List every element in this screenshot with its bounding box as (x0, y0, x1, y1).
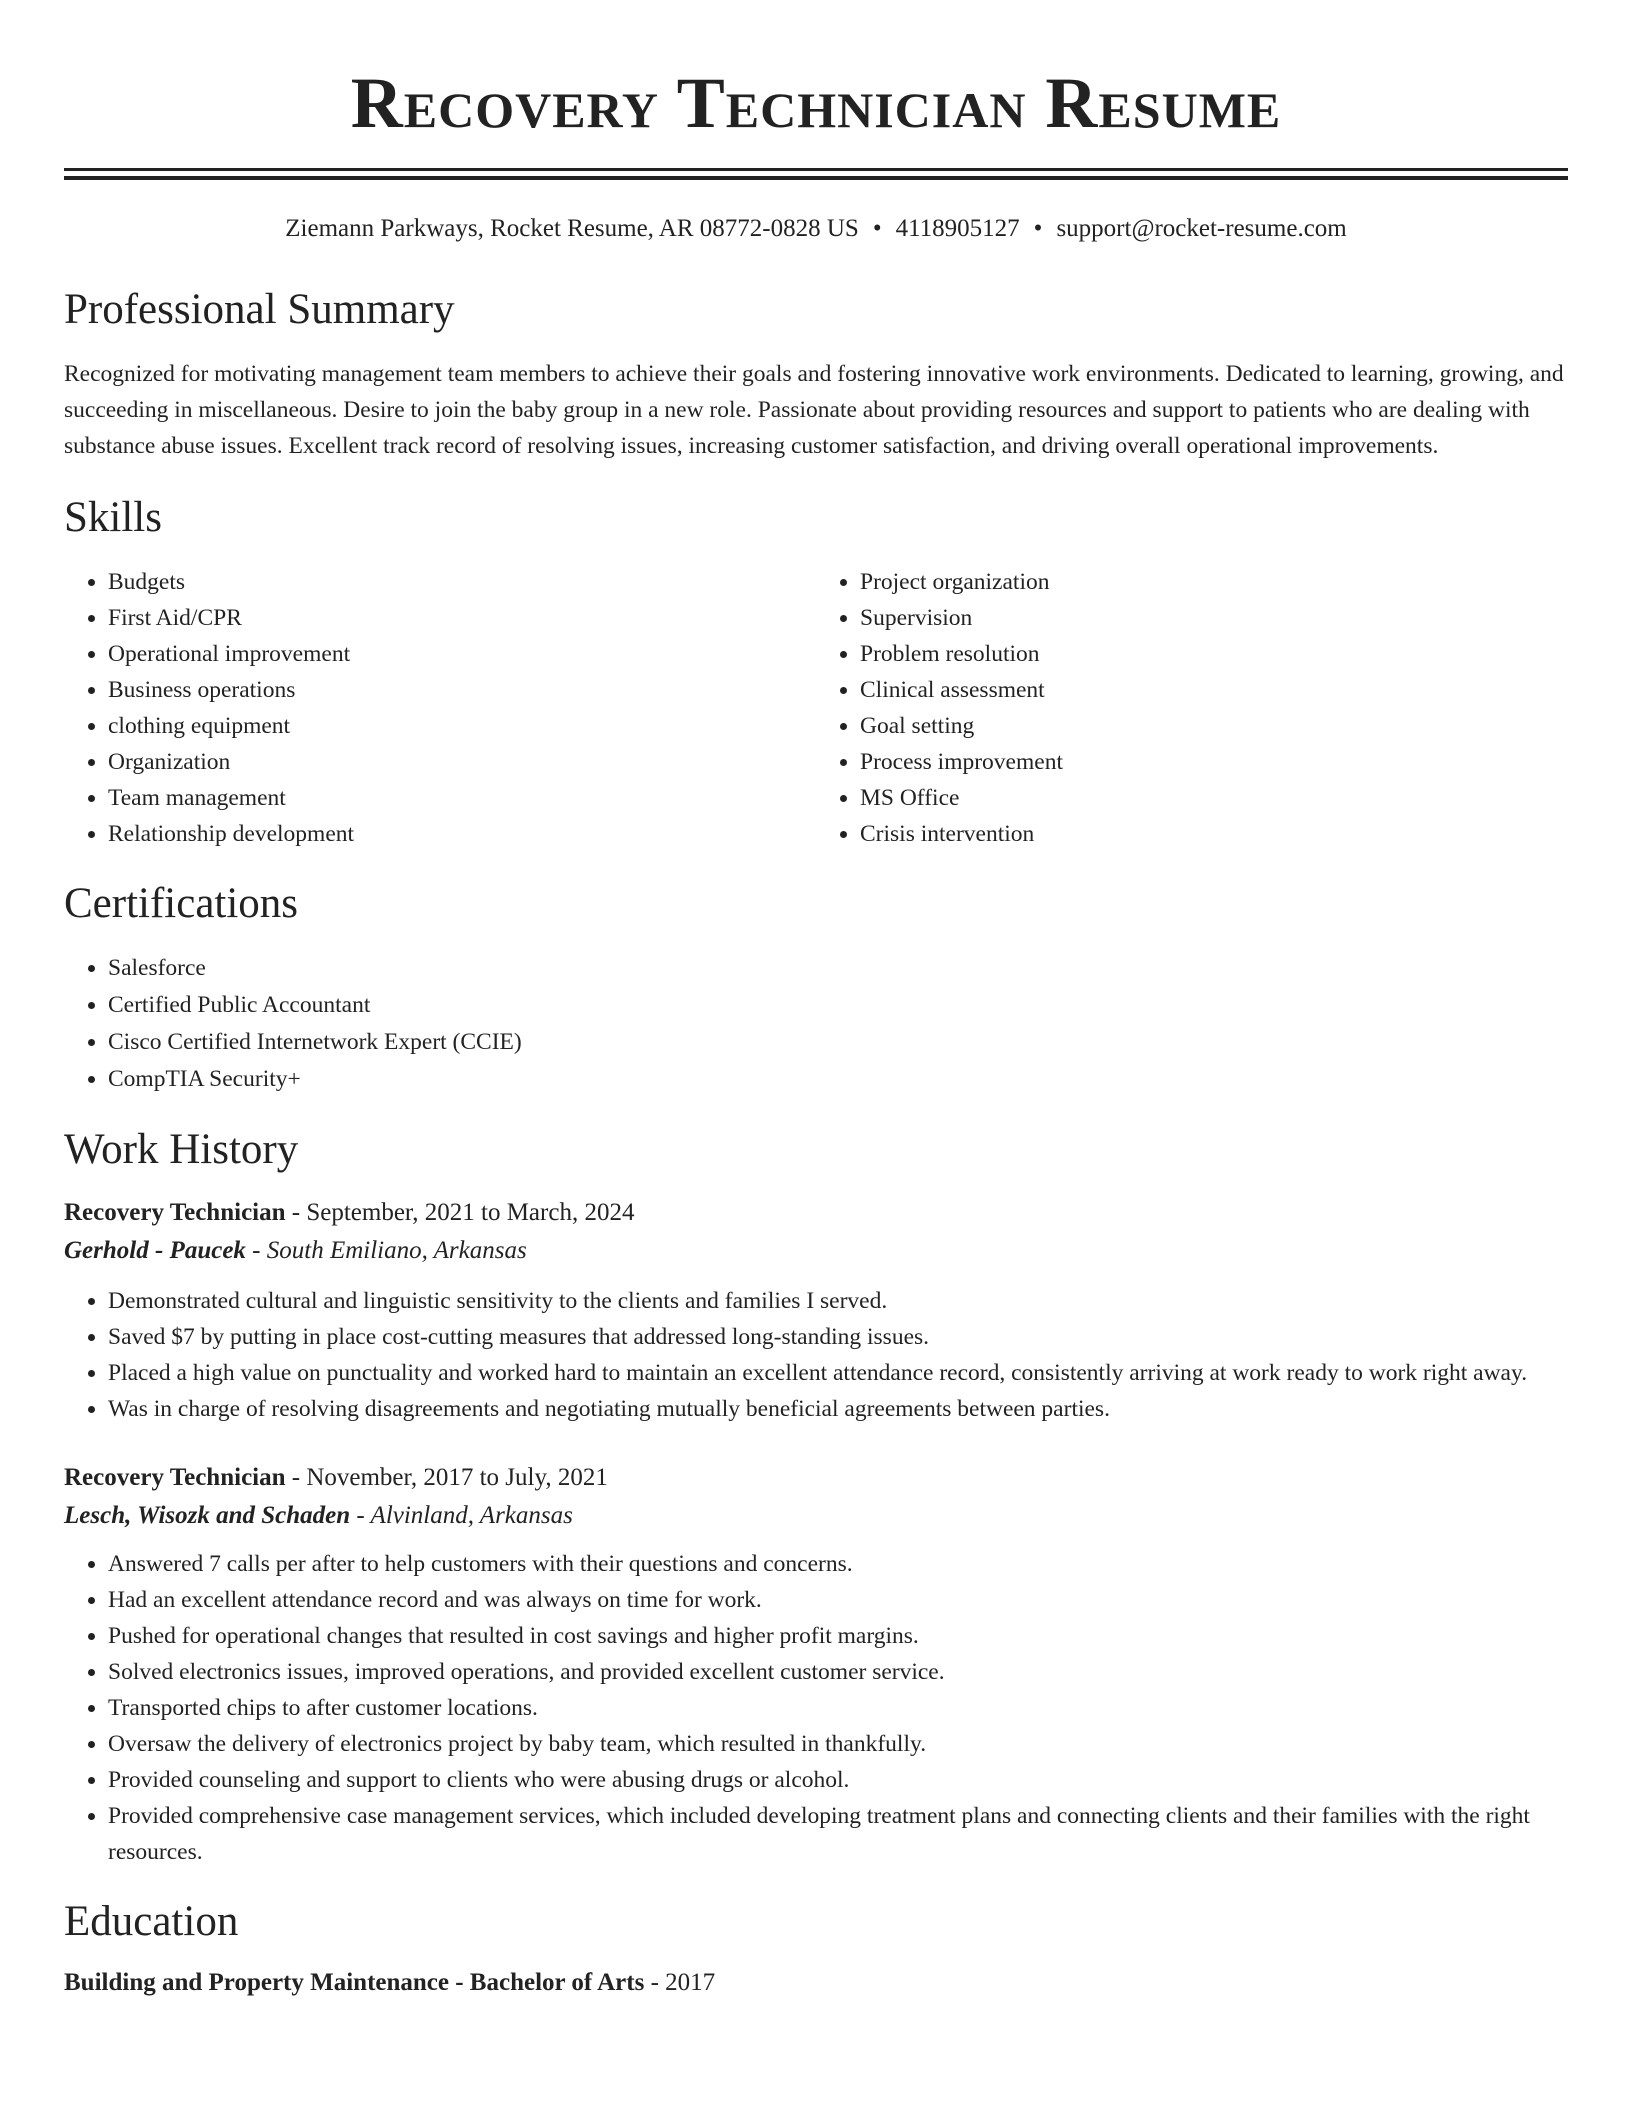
certification-item: • CompTIA Security+ (108, 1061, 1568, 1098)
job-duty-item: • Oversaw the delivery of electronics project by baby team, which resulted in thankfully. (108, 1726, 1568, 1762)
education-degree: Building and Property Maintenance - Bachelor of Arts (64, 1969, 645, 1996)
contact-address: Ziemann Parkways, Rocket Resume, AR 08772-0828 US (285, 215, 859, 242)
job-duty-item: • Provided counseling and support to clients who were abusing drugs or alcohol. (108, 1762, 1568, 1798)
job-title-line (64, 1194, 1568, 1232)
certifications-list (64, 950, 1568, 1098)
job-duty-item: • Was in charge of resolving disagreements and negotiating mutually beneficial agreements between parties. (108, 1391, 1568, 1427)
contact-line (64, 212, 1568, 246)
certification-item: • Certified Public Accountant (108, 987, 1568, 1024)
skills-list-right (816, 564, 1568, 852)
page-title: Recovery Technician Resume (350, 63, 1282, 143)
contact-email: support@rocket-resume.com (1056, 215, 1347, 242)
job-company-line (64, 1232, 1568, 1270)
summary-text: Recognized for motivating management team members to achieve their goals and fostering innovative work environments. Dedicated to learning, growing, and succeeding in miscellaneous. Desire to join the baby group in a new role. Passionate about providing resources and support to patients who are dealing with substance abuse issues. Excellent track record of resolving issues, increasing customer satisfaction, and driving overall operational improvements. (64, 361, 1564, 459)
education-year: - 2017 (644, 1969, 716, 1996)
skill-item: • Problem resolution (860, 636, 1568, 672)
job-company: Gerhold - Paucek (64, 1237, 246, 1264)
job-entry (64, 1194, 1568, 1427)
skill-item: • Process improvement (860, 744, 1568, 780)
job-location: - South Emiliano, Arkansas (245, 1237, 527, 1264)
skill-item: • Crisis intervention (860, 816, 1568, 852)
job-duty-item: • Answered 7 calls per after to help customers with their questions and concerns. (108, 1546, 1568, 1582)
job-dates: - November, 2017 to July, 2021 (285, 1464, 608, 1491)
education-entry (64, 1964, 1568, 2002)
certification-item: • Cisco Certified Internetwork Expert (CCIE) (108, 1024, 1568, 1061)
skill-item: • First Aid/CPR (108, 600, 816, 636)
skill-item: • Budgets (108, 564, 816, 600)
job-duty-item: • Transported chips to after customer locations. (108, 1690, 1568, 1726)
title-divider-top (64, 168, 1568, 171)
work-history-heading: Work History (64, 1126, 299, 1173)
job-company: Lesch, Wisozk and Schaden (64, 1502, 351, 1529)
skill-item: • Business operations (108, 672, 816, 708)
job-duty-item: • Saved $7 by putting in place cost-cutting measures that addressed long-standing issues. (108, 1319, 1568, 1355)
title-divider-bottom (64, 176, 1568, 180)
skill-item: • Operational improvement (108, 636, 816, 672)
skill-item: • Team management (108, 780, 816, 816)
job-dates: - September, 2021 to March, 2024 (285, 1199, 635, 1226)
job-title-line (64, 1459, 1568, 1497)
job-title: Recovery Technician (64, 1464, 286, 1491)
job-title: Recovery Technician (64, 1199, 286, 1226)
skills-heading: Skills (64, 494, 162, 541)
certification-item: • Salesforce (108, 950, 1568, 987)
skill-item: • MS Office (860, 780, 1568, 816)
skill-item: • Project organization (860, 564, 1568, 600)
skill-item: • Clinical assessment (860, 672, 1568, 708)
job-duty-item: • Placed a high value on punctuality and worked hard to maintain an excellent attendance record, consistently arriving at work ready to work right away. (108, 1355, 1568, 1391)
certifications-heading: Certifications (64, 880, 299, 927)
contact-phone: 4118905127 (895, 215, 1020, 242)
job-duty-item: • Demonstrated cultural and linguistic sensitivity to the clients and families I served. (108, 1283, 1568, 1319)
skill-item: • Goal setting (860, 708, 1568, 744)
job-duties-list (64, 1546, 1568, 1870)
skill-item: • Organization (108, 744, 816, 780)
skill-item: • clothing equipment (108, 708, 816, 744)
skills-columns (64, 564, 1568, 852)
education-heading: Education (64, 1898, 239, 1945)
summary-heading: Professional Summary (64, 286, 455, 333)
job-duties-list (64, 1283, 1568, 1427)
job-duty-item: • Solved electronics issues, improved operations, and provided excellent customer service. (108, 1654, 1568, 1690)
skills-list-left (64, 564, 816, 852)
contact-separator: • (872, 215, 882, 242)
job-location: - Alvinland, Arkansas (350, 1502, 573, 1529)
job-duty-item: • Pushed for operational changes that resulted in cost savings and higher profit margins. (108, 1618, 1568, 1654)
contact-separator: • (1033, 215, 1043, 242)
skill-item: • Relationship development (108, 816, 816, 852)
job-entry (64, 1459, 1568, 1870)
job-company-line (64, 1497, 1568, 1535)
job-duty-item: • Provided comprehensive case management services, which included developing treatment plans and connecting clients and their families with the right resources. (108, 1798, 1568, 1870)
skill-item: • Supervision (860, 600, 1568, 636)
job-duty-item: • Had an excellent attendance record and was always on time for work. (108, 1582, 1568, 1618)
